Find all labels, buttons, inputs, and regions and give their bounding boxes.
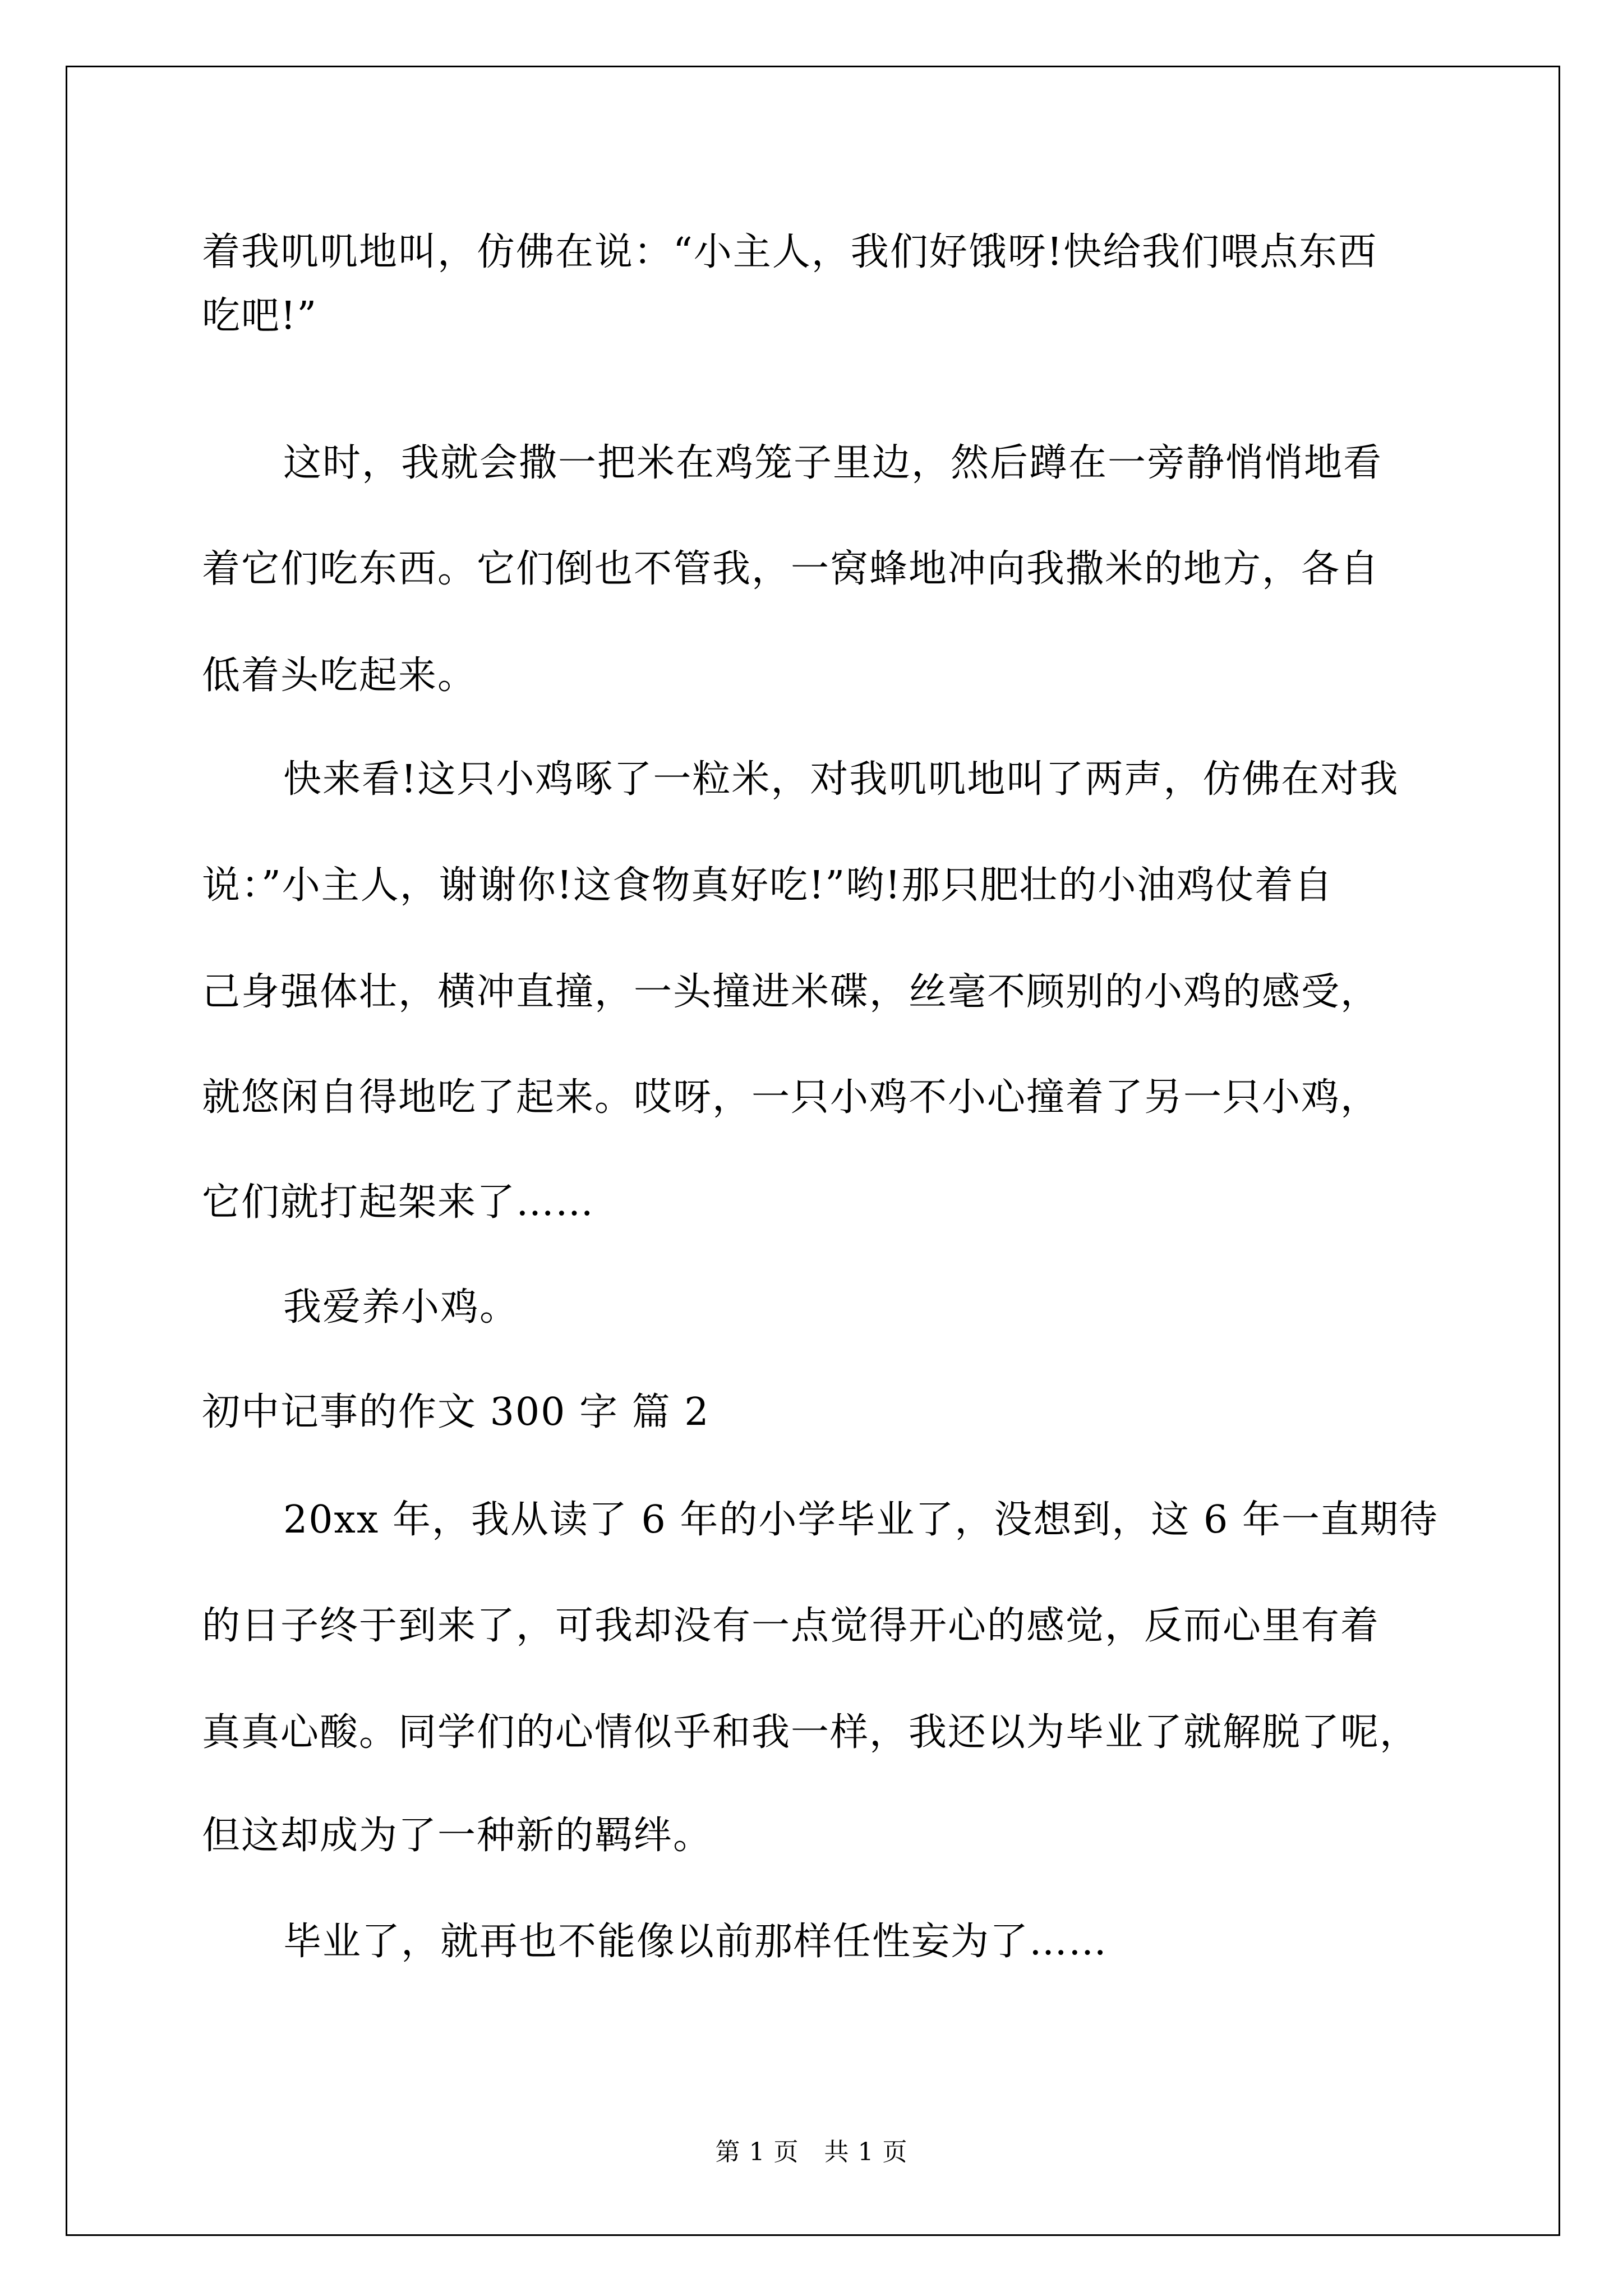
section-heading: 初中记事的作文 300 字 篇 2	[202, 1390, 710, 1434]
page-border	[66, 66, 1560, 2236]
text-line: 它们就打起架来了……	[202, 1180, 595, 1225]
text-line: 着它们吃东西。它们倒也不管我，一窝蜂地冲向我撒米的地方，各自	[202, 547, 1380, 591]
paragraph-first-line: 这时，我就会撒一把米在鸡笼子里边，然后蹲在一旁静悄悄地看	[283, 441, 1383, 485]
text-line: 己身强体壮，横冲直撞，一头撞进米碟，丝毫不顾别的小鸡的感受，	[202, 970, 1380, 1014]
text-line: 但这却成为了一种新的羁绊。	[202, 1814, 713, 1858]
page-number: 第 1 页 共 1 页	[715, 2138, 908, 2166]
paragraph-first-line: 20xx 年，我从读了 6 年的小学毕业了，没想到，这 6 年一直期待	[283, 1498, 1438, 1542]
text-line: 就悠闲自得地吃了起来。哎呀，一只小鸡不小心撞着了另一只小鸡，	[202, 1075, 1380, 1120]
text-line: 说：”小主人，谢谢你!这食物真好吃!”哟!那只肥壮的小油鸡仗着自	[202, 863, 1334, 908]
text-line: 吃吧!”	[202, 294, 318, 338]
paragraph-first-line: 快来看!这只小鸡啄了一粒米，对我叽叽地叫了两声，仿佛在对我	[283, 757, 1399, 802]
text-line: 的日子终于到来了，可我却没有一点觉得开心的感觉，反而心里有着	[202, 1604, 1380, 1648]
text-line: 着我叽叽地叫，仿佛在说：“小主人，我们好饿呀!快给我们喂点东西	[202, 230, 1378, 274]
paragraph-first-line: 我爱养小鸡。	[283, 1285, 519, 1329]
text-line: 低着头吃起来。	[202, 654, 477, 698]
text-line: 真真心酸。同学们的心情似乎和我一样，我还以为毕业了就解脱了呢，	[202, 1710, 1419, 1755]
paragraph-first-line: 毕业了，就再也不能像以前那样任性妄为了……	[283, 1920, 1108, 1964]
